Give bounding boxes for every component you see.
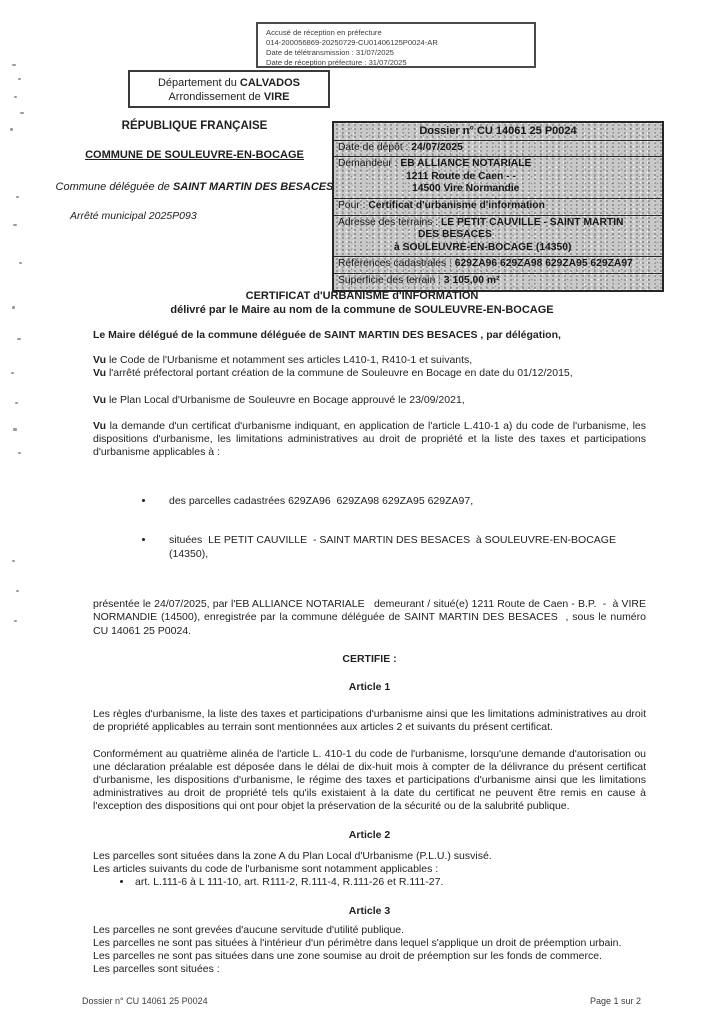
adresse-line1 bbox=[338, 217, 658, 230]
pour-label: Pour : bbox=[338, 199, 369, 211]
parcelles-list bbox=[93, 468, 646, 587]
pour-value: Certificat d'urbanisme d'information bbox=[368, 199, 545, 211]
stamp-line: Accusé de réception en préfecture bbox=[266, 28, 382, 37]
document-title-line1: CERTIFICAT d'URBANISME d'INFORMATION bbox=[245, 290, 479, 302]
list-item: • situées LE PETIT CAUVILLE - SAINT MARTIN DES BESACES à SOULEUVRE-EN-BOCAGE (14350), bbox=[155, 534, 646, 560]
vu-arrete-text: l'arrêté préfectoral portant création de la commune de Souleuvre en Bocage en date du 01/12/2015, bbox=[106, 367, 573, 380]
article3-line2: Les parcelles ne sont pas situées à l'intérieur d'un périmètre dans lequel s'applique un droit de préemption urbain. bbox=[93, 936, 622, 949]
vu-demande-text: la demande d'un certificat d'urbanisme indiquant, en application de l'article L.410-1 a) du code de l'urbanisme, les dispositions d'urbanisme, les limitations administratives au droit de propriété et la liste des taxes et participations d'urbanisme applicables à : bbox=[93, 419, 646, 459]
references-value: 629ZA96 629ZA98 629ZA95 629ZA97 bbox=[454, 258, 633, 270]
article3-line4: Les parcelles sont situées : bbox=[93, 963, 220, 976]
arrondissement-line bbox=[130, 90, 328, 104]
superficie-label: Superficie des terrain : bbox=[338, 274, 444, 286]
department-box bbox=[128, 70, 330, 108]
article2-line1: Les parcelles sont situées dans la zone A du Plan Local d'Urbanisme (P.L.U.) susvisé. bbox=[93, 849, 492, 862]
vu-lead: Vu bbox=[93, 419, 107, 432]
commune-title: COMMUNE DE SOULEUVRE-EN-BOCAGE bbox=[85, 149, 304, 161]
maire-paragraph: Le Maire délégué de la commune déléguée de SAINT MARTIN DES BESACES , par délégation, bbox=[93, 329, 561, 341]
republique-francaise: RÉPUBLIQUE FRANÇAISE bbox=[121, 120, 268, 132]
article1-paragraph1: Les règles d'urbanisme, la liste des taxes et participations d'urbanisme ainsi que les limitations administratives au droit de propriété applicables au terrain sont mentionnées aux articles 2 et suivants du présent certificat. bbox=[93, 708, 646, 734]
prefecture-stamp bbox=[256, 22, 536, 68]
list-item: • des parcelles cadastrées 629ZA96 629ZA98 629ZA95 629ZA97, bbox=[155, 495, 646, 508]
list-item: • art. L.111-6 à L 111-10, art. R111-2, R.111-4, R.111-26 et R.111-27. bbox=[133, 876, 646, 889]
adresse-line2: DES BESACES bbox=[418, 229, 492, 241]
adresse-value1: LE PETIT CAUVILLE - SAINT MARTIN bbox=[441, 216, 624, 228]
commune-deleguee-value: SAINT MARTIN DES BESACES bbox=[172, 181, 334, 193]
commune-deleguee-prefix: Commune déléguée de bbox=[55, 181, 173, 193]
article1-paragraph2: Conformément au quatrième alinéa de l'article L. 410-1 du code de l'urbanisme, lorsqu'une demande d'autorisation ou une déclaration préalable est déposée dans le délai de dix-huit mois à compter de la délivrance du présent certificat d'urbanisme, les dispositions d'urbanisme, le régime des taxes et participations d'urbanisme ainsi que les limitations administratives au droit de propriété tels qu'ils existaient à la date du certificat ne peuvent être remis en cause à l'exception des dispositions qui ont pour objet la préservation de la sécurité ou de la salubrité publique. bbox=[93, 747, 646, 813]
footer-dossier-number: Dossier n° CU 14061 25 P0024 bbox=[82, 996, 208, 1006]
stamp-line: Date de télétransmission : 31/07/2025 bbox=[266, 48, 394, 58]
dossier-table bbox=[332, 121, 664, 292]
demandeur-address2: 14500 Vire Normandie bbox=[412, 183, 520, 195]
superficie-value: 3 105,00 m² bbox=[443, 274, 500, 286]
references-row bbox=[334, 256, 662, 273]
adresse-label: Adresse des terrains : bbox=[338, 216, 442, 228]
department-line bbox=[130, 76, 328, 90]
stamp-line: Date de réception préfecture : 31/07/2025 bbox=[266, 58, 407, 68]
article2-heading: Article 2 bbox=[348, 828, 391, 841]
footer-page-number: Page 1 sur 2 bbox=[590, 996, 642, 1006]
demandeur-label: Demandeur : bbox=[338, 158, 401, 170]
date-depot-value: 24/07/2025 bbox=[411, 141, 463, 153]
article3-line3: Les parcelles ne sont pas situées dans une zone soumise au droit de préemption sur les fonds de commerce. bbox=[93, 950, 602, 963]
document-title-line2: délivré par le Maire au nom de la commune de SOULEUVRE-EN-BOCAGE bbox=[170, 303, 554, 316]
date-depot-row bbox=[334, 140, 662, 157]
certifie-heading: CERTIFIE : bbox=[342, 652, 397, 665]
arrete-municipal: Arrêté municipal 2025P093 bbox=[70, 210, 197, 222]
presentee-paragraph: présentée le 24/07/2025, par l'EB ALLIANCE NOTARIALE demeurant / situé(e) 1211 Route de Caen - B.P. - à VIRE NORMANDIE (14500), enregistrée par la commune déléguée de SAINT MARTIN DES BESACES , sous le numéro CU 14061 25 P0024. bbox=[93, 598, 649, 637]
vu-code-paragraph bbox=[93, 354, 646, 380]
vu-plu-text: le Plan Local d'Urbanisme de Souleuvre en Bocage approuvé le 23/09/2021, bbox=[106, 393, 465, 406]
document-title bbox=[0, 290, 724, 317]
demandeur-address1: 1211 Route de Caen - - bbox=[406, 170, 516, 182]
pour-row bbox=[334, 198, 662, 215]
vu-lead: Vu bbox=[93, 367, 107, 380]
vu-code-text: le Code de l'Urbanisme et notamment ses articles L410-1, R410-1 et suivants, bbox=[106, 354, 473, 367]
department-value: CALVADOS bbox=[239, 77, 301, 89]
references-label: Références cadastrales : bbox=[338, 258, 455, 270]
article3-heading: Article 3 bbox=[348, 904, 391, 917]
left-column bbox=[52, 120, 337, 194]
department-label: Département du bbox=[157, 77, 240, 89]
superficie-row bbox=[334, 273, 662, 290]
vu-plu-paragraph bbox=[93, 394, 646, 407]
vu-lead: Vu bbox=[93, 354, 107, 367]
article2-line2: Les articles suivants du code de l'urbanisme sont notamment applicables : bbox=[93, 863, 439, 876]
adresse-line3: à SOULEUVRE-EN-BOCAGE (14350) bbox=[394, 241, 572, 253]
arrondissement-value: VIRE bbox=[263, 91, 290, 103]
article3-line1: Les parcelles ne sont grevées d'aucune servitude d'utilité publique. bbox=[93, 923, 405, 936]
demandeur-line1 bbox=[338, 158, 658, 171]
demandeur-name: EB ALLIANCE NOTARIALE bbox=[400, 158, 532, 170]
arrondissement-label: Arrondissement de bbox=[168, 91, 264, 103]
dossier-number: Dossier n° CU 14061 25 P0024 bbox=[334, 123, 662, 140]
article2-list bbox=[93, 876, 646, 889]
adresse-terrains-row bbox=[334, 215, 662, 257]
vu-demande-paragraph bbox=[93, 420, 646, 460]
date-depot-label: Date de dépôt : bbox=[338, 141, 412, 153]
stamp-line: 014-200056869-20250729-CU01406125P0024-AR bbox=[266, 38, 438, 48]
article1-heading: Article 1 bbox=[348, 681, 391, 694]
demandeur-row bbox=[334, 156, 662, 198]
vu-lead: Vu bbox=[93, 393, 107, 406]
document-body bbox=[93, 329, 649, 977]
commune-deleguee bbox=[52, 180, 337, 194]
